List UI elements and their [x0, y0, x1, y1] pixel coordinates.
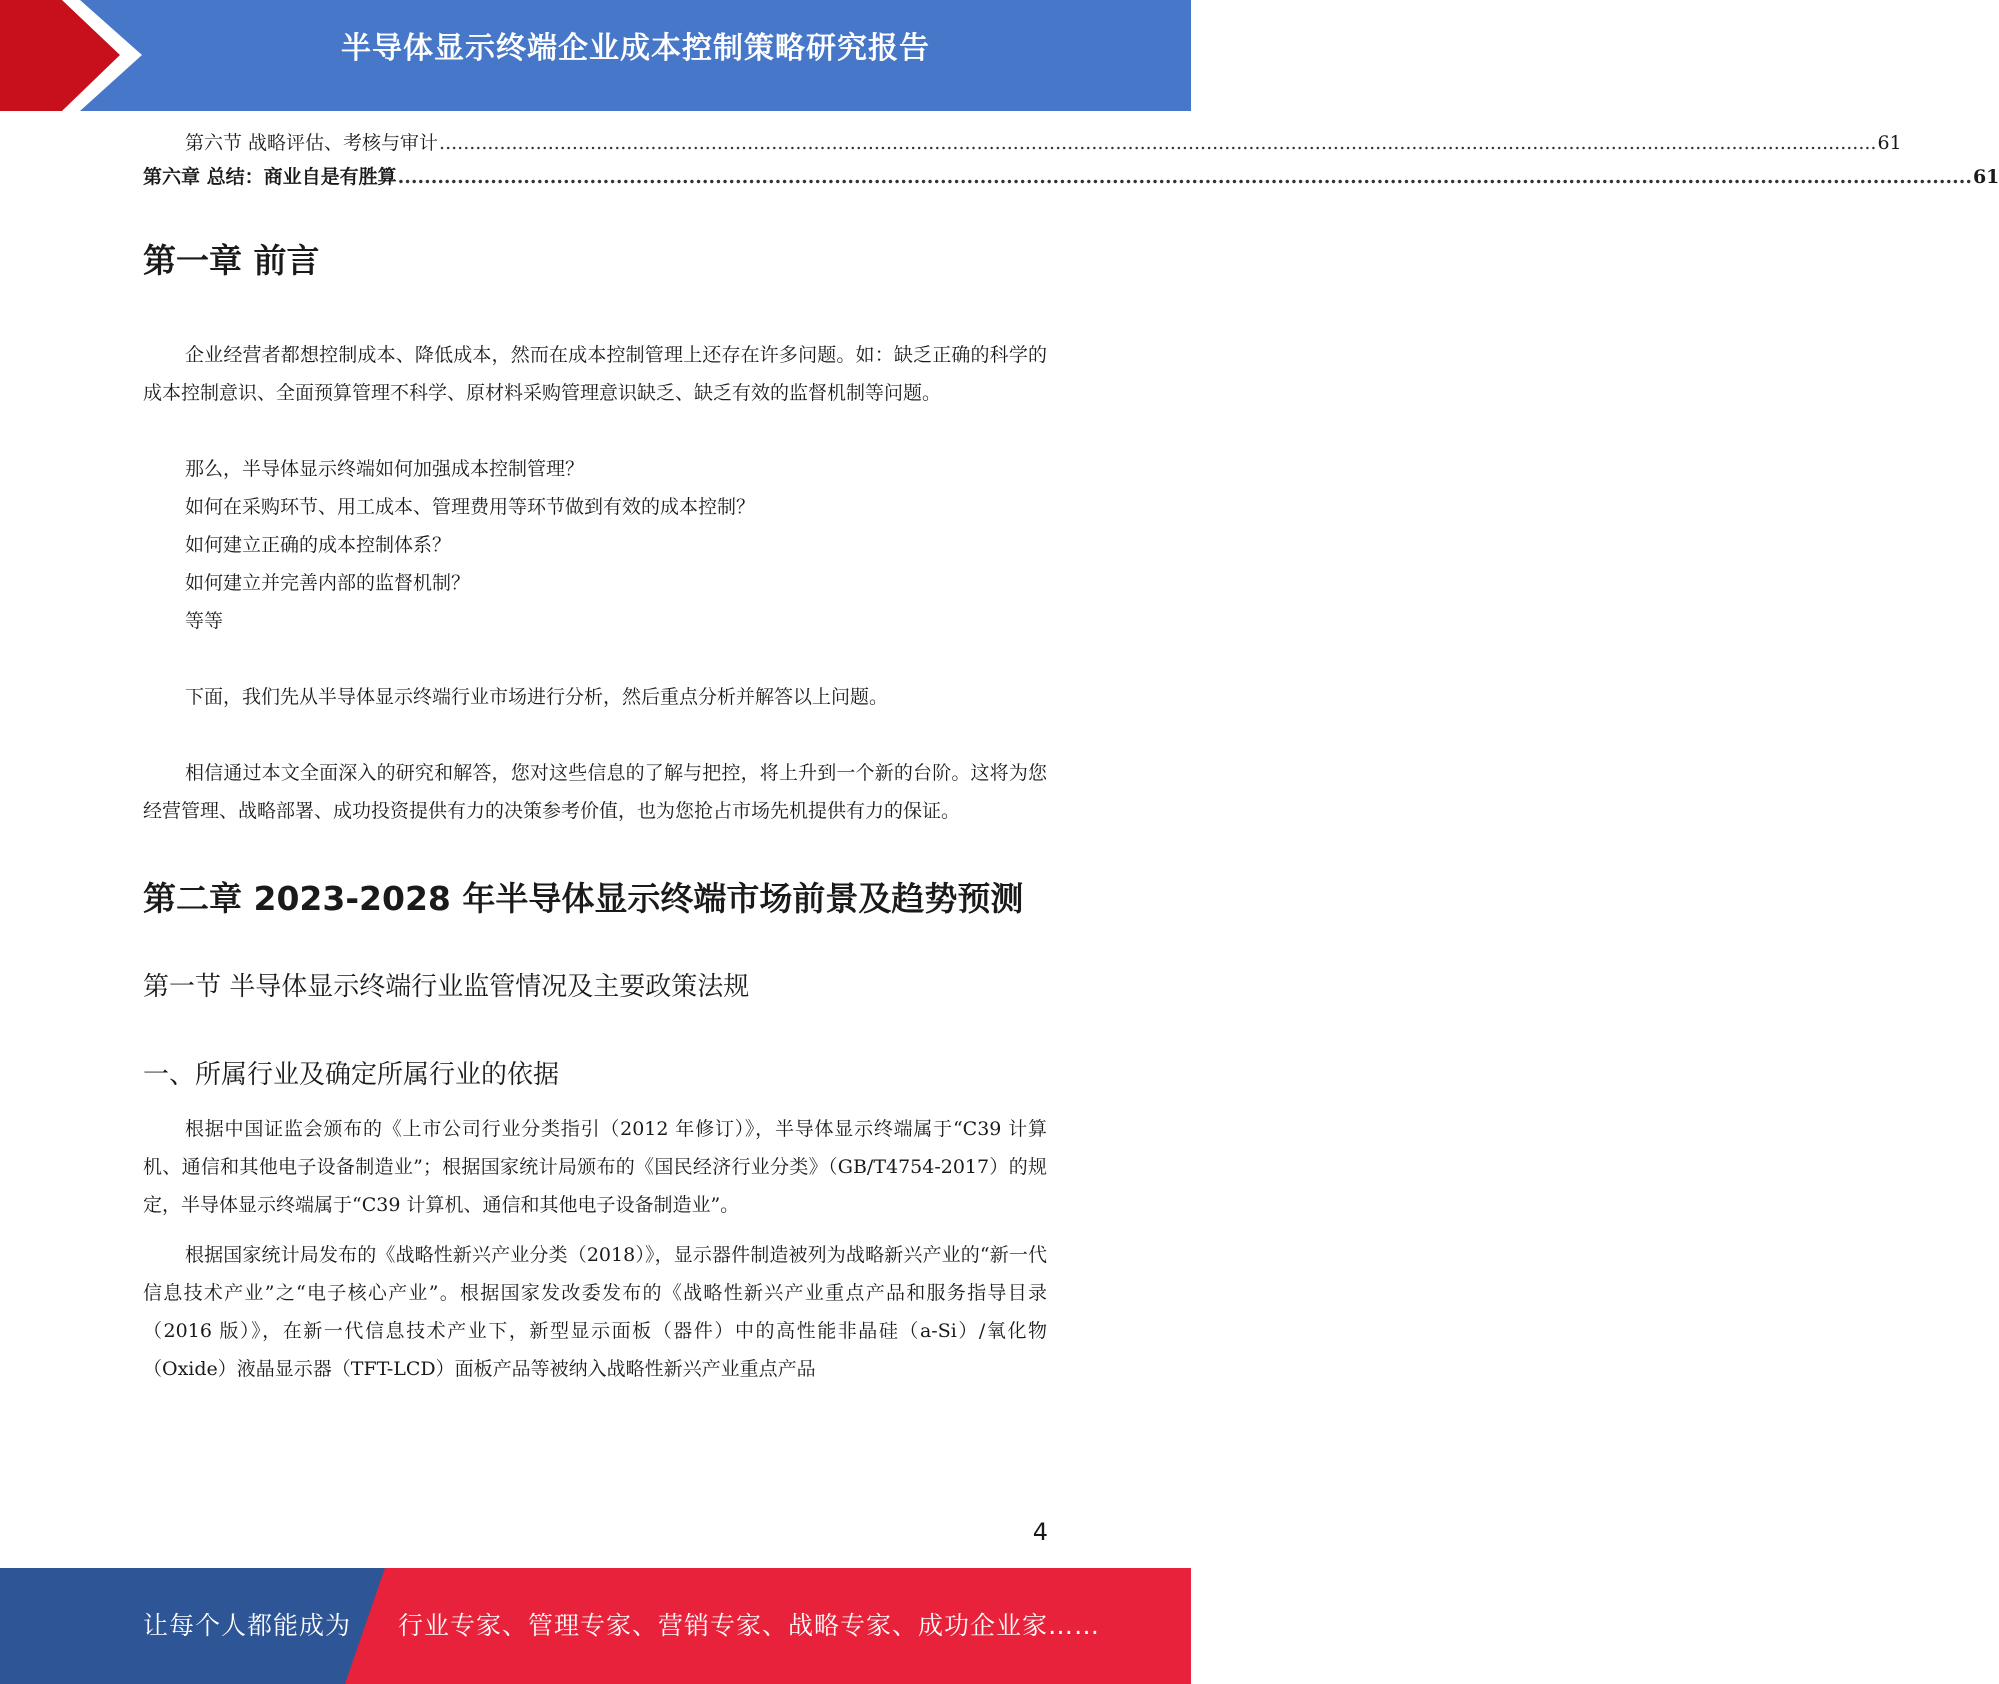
- toc-entry[interactable]: [143, 126, 1902, 160]
- toc-leader-dots: ..............................................................................................................................................................................................................................................: [439, 132, 1877, 154]
- question-item: 如何建立正确的成本控制体系？: [185, 534, 452, 556]
- question-item: 如何在采购环节、用工成本、管理费用等环节做到有效的成本控制？: [185, 496, 756, 518]
- page-footer: [0, 1568, 1191, 1684]
- question-item: 等等: [185, 610, 224, 632]
- chapter-title: 第二章 2023-2028 年半导体显示终端市场前景及趋势预测: [143, 879, 1024, 918]
- footer-slogan-right: 行业专家、管理专家、营销专家、战略专家、成功企业家……: [398, 1611, 1101, 1640]
- footer-slogan-left: 让每个人都能成为: [143, 1611, 352, 1640]
- page-number: 4: [1032, 1518, 1048, 1546]
- question-item: 那么，半导体显示终端如何加强成本控制管理？: [185, 458, 585, 480]
- toc-entry-label: 第六章 总结：商业自是有胜算: [143, 166, 397, 188]
- toc-leader-dots: ..............................................................................................................................................................................................................................................: [397, 166, 1972, 188]
- toc-entry[interactable]: [143, 160, 1999, 194]
- chapter-title: 第一章 前言: [143, 241, 320, 280]
- toc-entry-page: 61: [1877, 132, 1902, 154]
- paragraph: 相信通过本文全面深入的研究和解答，您对这些信息的了解与把控，将上升到一个新的台阶。这将为您经营管理、战略部署、成功投资提供有力的决策参考价值，也为您抢占市场先机提供有力的保证。: [143, 762, 1047, 822]
- paragraph: 下面，我们先从半导体显示终端行业市场进行分析，然后重点分析并解答以上问题。: [185, 686, 889, 708]
- page-content: [143, 126, 1999, 1388]
- toc-entry-page: 61: [1972, 166, 1999, 188]
- subsection-title: 一、所属行业及确定所属行业的依据: [143, 1060, 560, 1090]
- table-of-contents: [143, 126, 1999, 194]
- question-item: 如何建立并完善内部的监督机制？: [185, 572, 471, 594]
- paragraph: 企业经营者都想控制成本、降低成本，然而在成本控制管理上还存在许多问题。如：缺乏正确的科学的成本控制意识、全面预算管理不科学、原材料采购管理意识缺乏、缺乏有效的监督机制等问题。: [143, 344, 1047, 404]
- paragraph: 根据国家统计局发布的《战略性新兴产业分类（2018）》，显示器件制造被列为战略新兴产业的“新一代信息技术产业”之“电子核心产业”。根据国家发改委发布的《战略性新兴产业重点产品和服务指导目录（2016 版）》，在新一代信息技术产业下，新型显示面板（器件）中的高性能非晶硅（a-Si）/氧化物（Oxide）液晶显示器（TFT-LCD）面板产品等被纳入战略性新兴产业重点产品: [143, 1244, 1047, 1380]
- toc-entry-label: 第六节 战略评估、考核与审计: [185, 132, 439, 154]
- paragraph: 根据中国证监会颁布的《上市公司行业分类指引（2012 年修订）》，半导体显示终端属于“C39 计算机、通信和其他电子设备制造业”；根据国家统计局颁布的《国民经济行业分类》（GB/T4754-2017）的规定，半导体显示终端属于“C39 计算机、通信和其他电子设备制造业”。: [143, 1118, 1047, 1216]
- section-title: 第一节 半导体显示终端行业监管情况及主要政策法规: [143, 972, 750, 1002]
- question-list: [143, 450, 1047, 640]
- report-title: 半导体显示终端企业成本控制策略研究报告: [341, 31, 930, 66]
- page-header: [0, 0, 1191, 111]
